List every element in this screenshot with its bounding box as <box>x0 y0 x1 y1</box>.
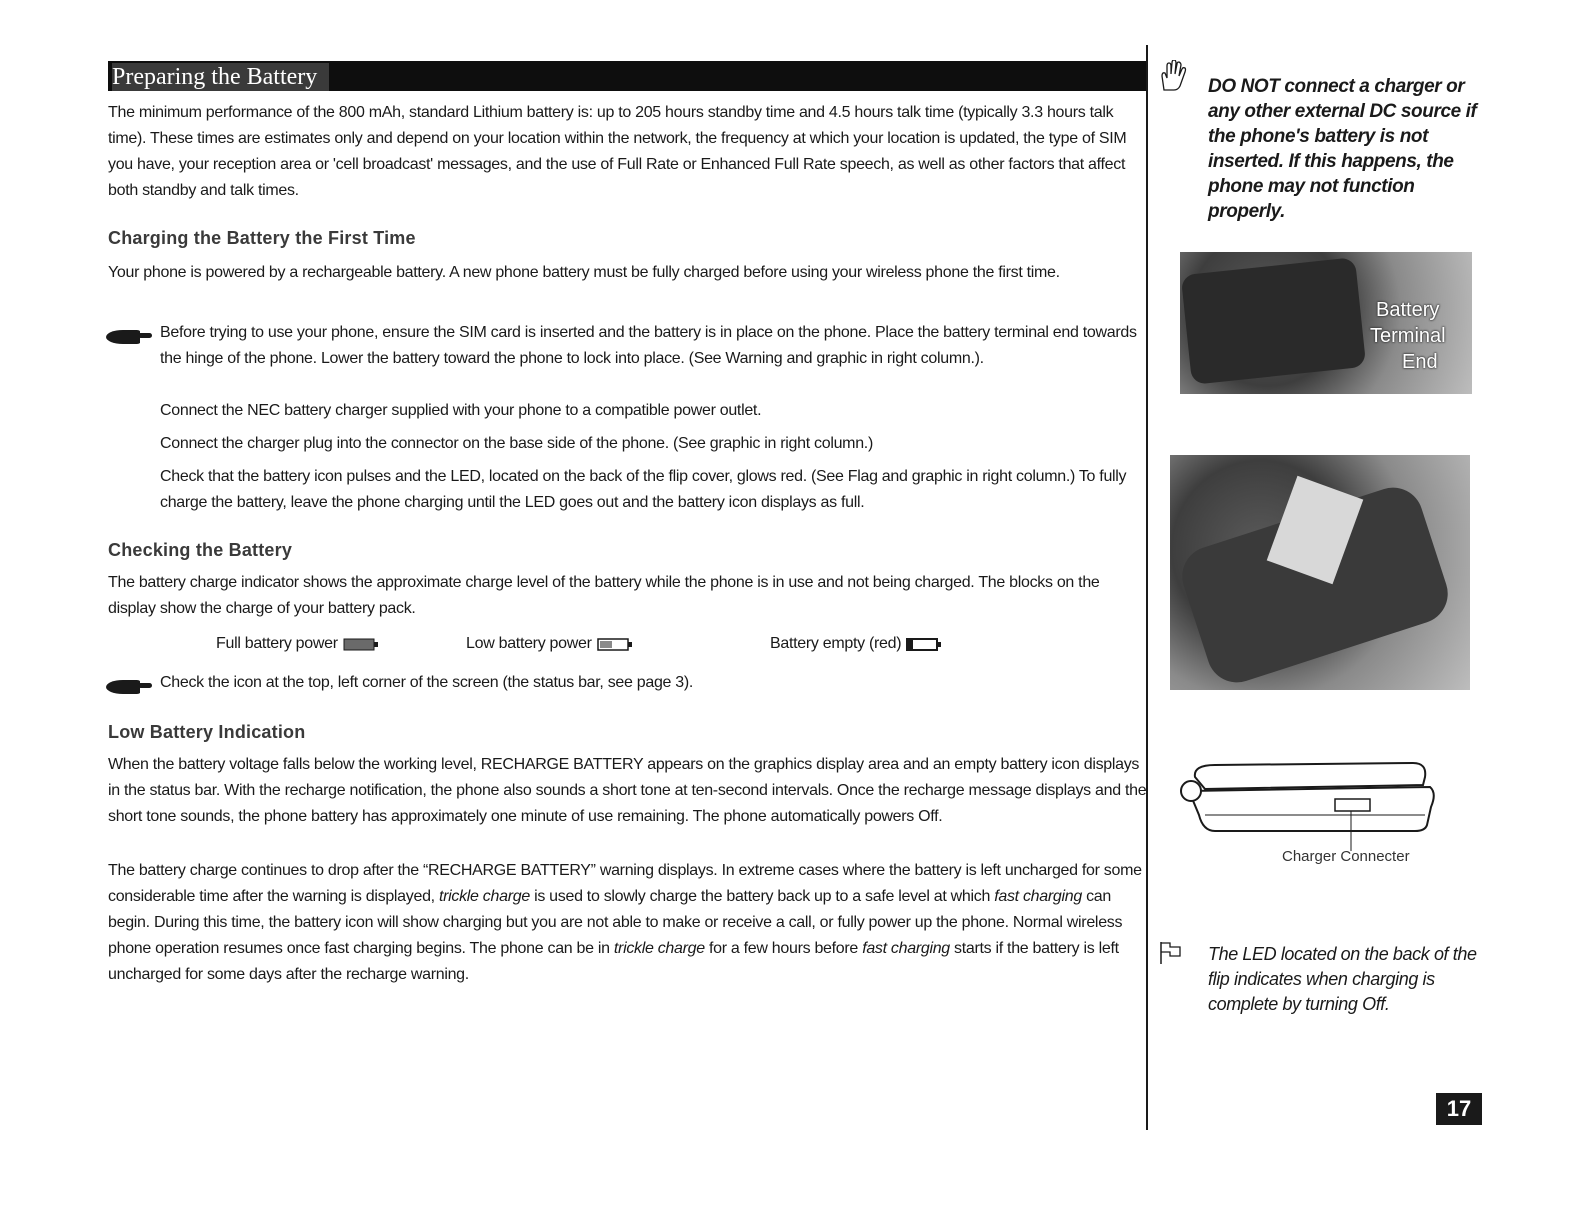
battery-full-label: Full battery power <box>216 635 338 652</box>
phone-battery-install-photo <box>1170 455 1470 690</box>
section-title: Preparing the Battery <box>112 63 329 91</box>
battery-terminal-photo <box>1180 252 1472 394</box>
charger-connecter-caption: Charger Connecter <box>1282 848 1410 865</box>
battery-empty-item <box>770 631 945 657</box>
photo-label-battery: Battery <box>1376 299 1440 321</box>
photo-label-end: End <box>1402 351 1438 373</box>
battery-low-icon <box>596 636 636 652</box>
charging-step-3: Connect the charger plug into the connector on the base side of the phone. (See graphic in right column.) <box>160 435 873 452</box>
battery-low-item <box>466 631 636 657</box>
battery-shape <box>1181 257 1367 385</box>
battery-empty-icon <box>905 636 945 652</box>
flag-icon <box>1158 940 1184 966</box>
battery-full-item <box>216 631 382 657</box>
low-battery-heading: Low Battery Indication <box>108 722 306 742</box>
led-note-text: The LED located on the back of the flip indicates when charging is complete by turning Off. <box>1208 944 1477 1014</box>
checking-paragraph: The battery charge indicator shows the approximate charge level of the battery while the phone is in use and not being charged. The blocks on the display show the charge of your battery pack. <box>108 574 1100 617</box>
photo-label-terminal: Terminal <box>1370 325 1446 347</box>
charger-connector-drawing <box>1175 755 1445 855</box>
charging-step-2: Connect the NEC battery charger supplied with your phone to a compatible power outlet. <box>160 402 762 419</box>
charging-heading: Charging the Battery the First Time <box>108 228 416 248</box>
intro-paragraph: The minimum performance of the 800 mAh, standard Lithium battery is: up to 205 hours standby time and 4.5 hours talk time (typically 3.3 hours talk time). These times are estimates only and depend on your location within the network, the frequency at which your location is updated, the type of SIM you have, your reception area or 'cell broadcast' messages, and the use of Full Rate or Enhanced Full Rate speech, as well as other factors that affect both standby and talk times. <box>108 104 1127 199</box>
battery-low-label: Low battery power <box>466 635 592 652</box>
raised-hand-icon <box>1158 60 1188 92</box>
charging-step-4: Check that the battery icon pulses and the LED, located on the back of the flip cover, glows red. (See Flag and graphic in right column.) To fully charge the battery, leave the phone charging until the LED goes out and the battery icon displays as full. <box>160 468 1127 511</box>
low-battery-paragraph-2: The battery charge continues to drop after the “RECHARGE BATTERY” warning displays. In extreme cases where the battery is left uncharged for some considerable time after the warning is displayed, trickle charge is used to slowly charge the battery back up to a safe level at which fast charging can begin. During this time, the battery icon will show charging but you are not able to make or receive a call, or fully power up the phone. Normal wireless phone operation resumes once fast charging begins. The phone can be in trickle charge for a few hours before fast charging starts if the battery is left uncharged for some days after the recharge warning. <box>108 862 1142 983</box>
checking-heading: Checking the Battery <box>108 540 293 560</box>
warning-text: DO NOT connect a charger or any other external DC source if the phone's battery is not inserted. If this happens, the phone may not function properly. <box>1208 76 1477 222</box>
charging-paragraph: Your phone is powered by a rechargeable battery. A new phone battery must be fully charged before using your wireless phone the first time. <box>108 264 1060 281</box>
pointing-hand-icon <box>106 680 140 694</box>
battery-full-icon <box>342 636 382 652</box>
column-divider <box>1146 45 1148 1130</box>
charging-step-1: Before trying to use your phone, ensure the SIM card is inserted and the battery is in place on the phone. Place the battery terminal end towards the hinge of the phone. Lower the battery toward the phone to lock into place. (See Warning and graphic in right column.). <box>160 324 1137 367</box>
page-number: 17 <box>1436 1093 1482 1125</box>
checking-tip: Check the icon at the top, left corner of the screen (the status bar, see page 3). <box>160 674 694 691</box>
pointing-hand-icon <box>106 330 140 344</box>
battery-empty-label: Battery empty (red) <box>770 635 902 652</box>
low-battery-paragraph-1: When the battery voltage falls below the working level, RECHARGE BATTERY appears on the graphics display area and an empty battery icon displays in the status bar. With the recharge notification, the phone also sounds a short tone at ten-second intervals. Once the recharge message displays and the short tone sounds, the phone battery has approximately one minute of use remaining. The phone automatically powers Off. <box>108 756 1147 825</box>
